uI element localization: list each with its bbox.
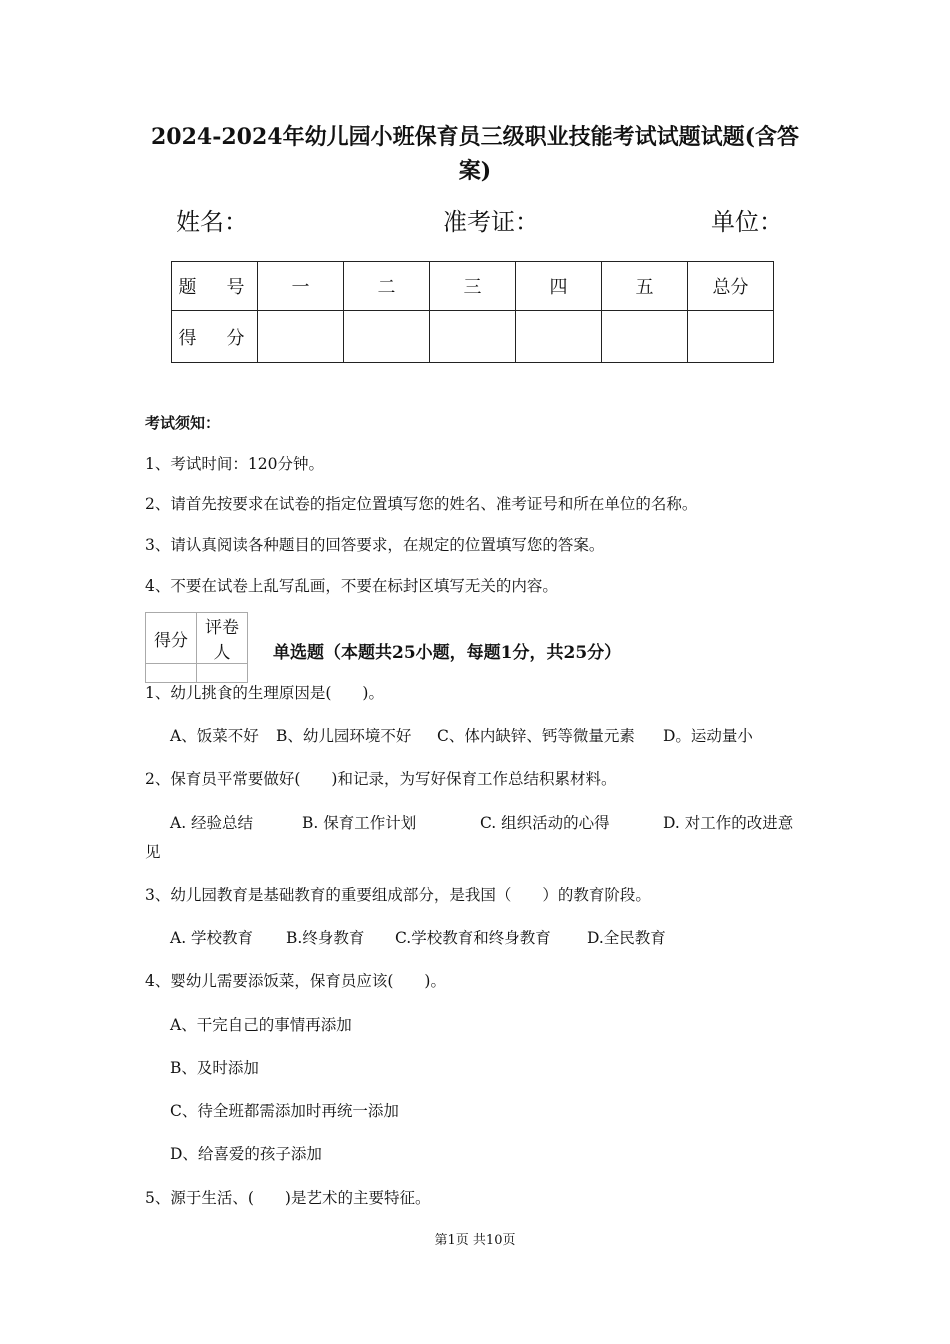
grader-score-label: 得分 (146, 613, 197, 664)
page-footer: 第1页 共10页 (434, 1233, 516, 1248)
score-header-cell: 总分 (688, 262, 774, 311)
option: B、及时添加 (170, 1059, 259, 1077)
option: C.学校教育和终身教育 (395, 929, 551, 947)
question-stem: 1、幼儿挑食的生理原因是( )。 (145, 684, 384, 702)
question-stem: 3、幼儿园教育是基础教育的重要组成部分，是我国（ ）的教育阶段。 (145, 886, 651, 904)
score-input-cell[interactable] (516, 311, 602, 363)
title-line-1: 2024-2024年幼儿园小班保育员三级职业技能考试试题试题(含答 (150, 124, 799, 150)
exam-number-label: 准考证： (443, 208, 539, 236)
option: B.终身教育 (286, 929, 365, 947)
name-label: 姓名： (176, 208, 248, 236)
score-input-cell[interactable] (258, 311, 344, 363)
title-line-2: 案) (458, 158, 492, 184)
question-stem: 4、婴幼儿需要添饭菜，保育员应该( )。 (145, 972, 446, 990)
notice-item: 2、请首先按要求在试卷的指定位置填写您的姓名、准考证号和所在单位的名称。 (145, 495, 698, 513)
option: D。运动量小 (663, 727, 753, 745)
notice-heading: 考试须知： (145, 414, 221, 432)
option: C、体内缺锌、钙等微量元素 (437, 727, 635, 745)
identity-row (0, 202, 950, 242)
option: A、干完自己的事情再添加 (170, 1016, 352, 1034)
question-stem: 2、保育员平常要做好( )和记录，为写好保育工作总结积累材料。 (145, 770, 617, 788)
notice-item: 1、考试时间：120分钟。 (145, 455, 324, 473)
option: C. 组织活动的心得 (480, 814, 610, 832)
question-stem: 5、源于生活、( )是艺术的主要特征。 (145, 1189, 431, 1207)
option: D、给喜爱的孩子添加 (170, 1145, 322, 1163)
section-title: 单选题（本题共25小题，每题1分，共25分） (273, 643, 622, 663)
unit-label: 单位： (711, 208, 783, 236)
score-header-cell: 一 (258, 262, 344, 311)
grader-score-cell[interactable] (146, 664, 197, 683)
score-header-cell: 二 (344, 262, 430, 311)
score-header-cell: 五 (602, 262, 688, 311)
option: D.全民教育 (587, 929, 666, 947)
notice-item: 3、请认真阅读各种题目的回答要求，在规定的位置填写您的答案。 (145, 536, 605, 554)
score-input-cell[interactable] (688, 311, 774, 363)
grader-name-label: 评卷人 (197, 613, 248, 664)
score-input-cell[interactable] (430, 311, 516, 363)
notice-item: 4、不要在试卷上乱写乱画，不要在标封区填写无关的内容。 (145, 577, 558, 595)
option: A. 学校教育 (170, 929, 254, 947)
grader-name-cell[interactable] (197, 664, 248, 683)
score-header-cell: 题 号 (172, 262, 258, 311)
score-table-value-row (172, 311, 774, 363)
option: B. 保育工作计划 (302, 814, 417, 832)
score-table-header-row (172, 262, 774, 311)
score-input-cell[interactable] (602, 311, 688, 363)
option-wrap-text: 见 (145, 843, 161, 861)
score-input-cell[interactable] (344, 311, 430, 363)
option: A. 经验总结 (170, 814, 254, 832)
option: D. 对工作的改进意 (663, 814, 794, 832)
score-header-cell: 三 (430, 262, 516, 311)
score-table (171, 261, 774, 363)
option: C、待全班都需添加时再统一添加 (170, 1102, 399, 1120)
option: B、幼儿园环境不好 (276, 727, 412, 745)
score-header-cell: 四 (516, 262, 602, 311)
score-row-label: 得 分 (172, 311, 258, 363)
option: A、饭菜不好 (170, 727, 259, 745)
document-title (120, 120, 830, 188)
grader-box (145, 612, 248, 683)
